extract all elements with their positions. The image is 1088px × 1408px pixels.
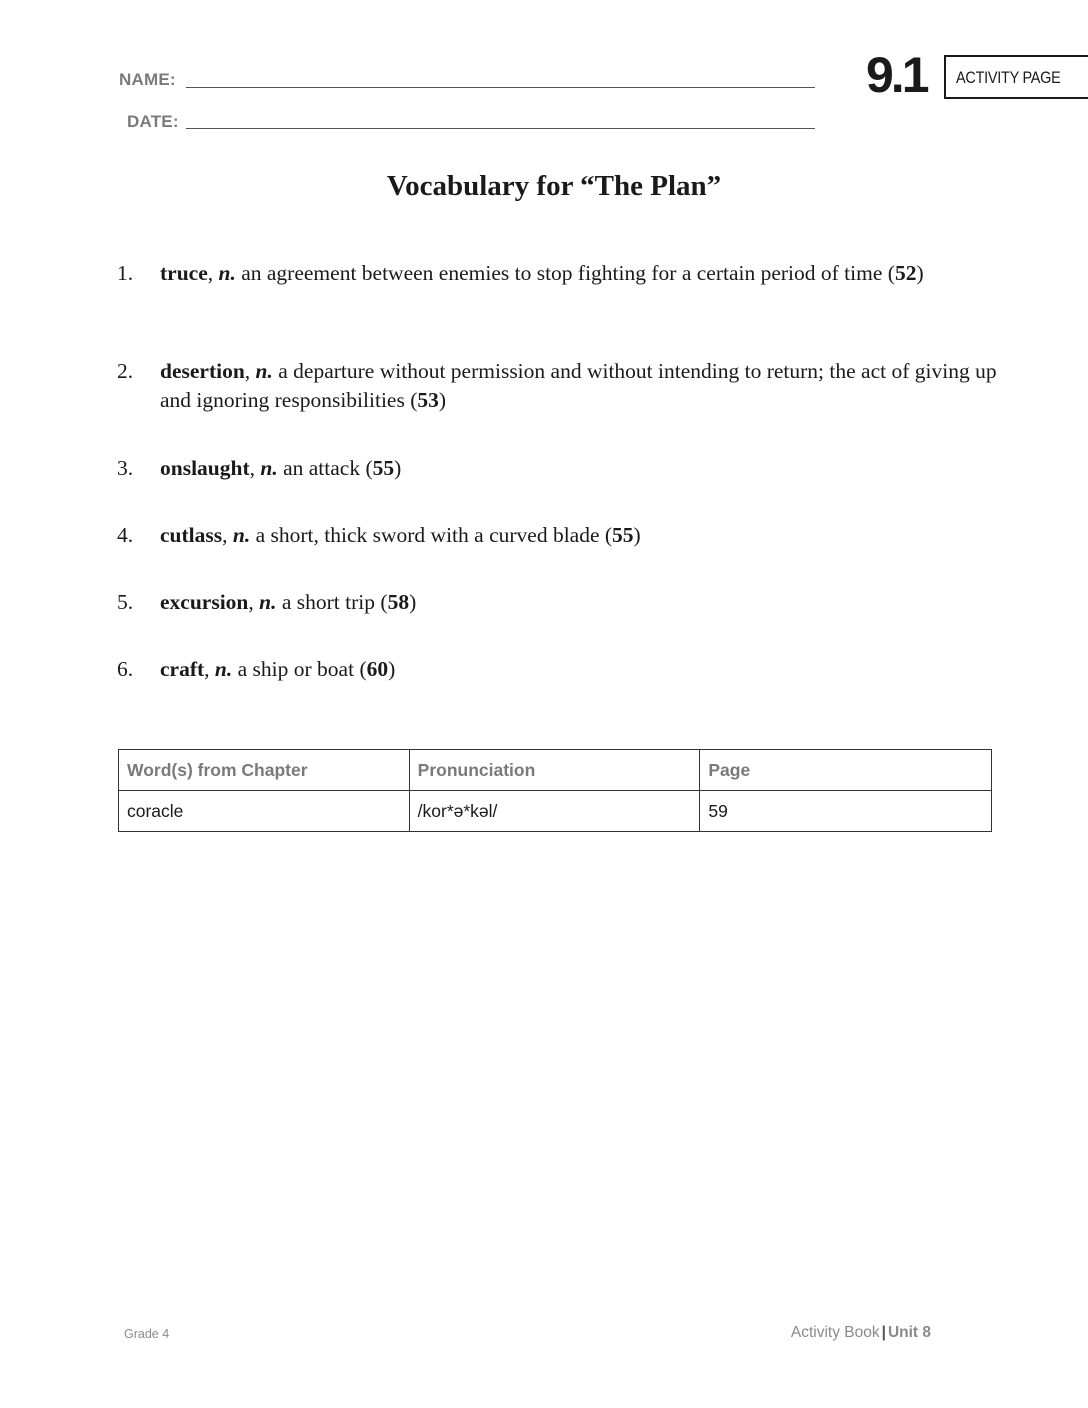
vocab-item: 6. craft, n. a ship or boat (60) [117, 655, 997, 684]
vocab-page: 53 [417, 388, 439, 412]
cell-word: coracle [119, 791, 410, 832]
vocab-number: 1. [117, 261, 134, 285]
name-field-line[interactable] [186, 87, 815, 88]
vocab-word: onslaught [160, 456, 250, 480]
cell-pronunciation: /kor*ə*kəl/ [409, 791, 700, 832]
column-header-page: Page [700, 750, 992, 791]
vocab-page: 55 [372, 456, 395, 480]
vocab-item: 4. cutlass, n. a short, thick sword with a curved blade (55) [117, 521, 997, 550]
vocab-word: desertion [160, 359, 245, 383]
vocab-definition: a departure without permission and without intending to return; the act of giving up and ignoring responsibilities [160, 359, 997, 412]
vocab-page: 60 [366, 657, 389, 681]
table-row [119, 791, 992, 832]
footer-unit: Unit 8 [887, 1324, 931, 1341]
vocab-word: craft [160, 657, 205, 681]
vocab-item: 3. onslaught, n. an attack (55) [117, 454, 997, 483]
vocab-number: 5. [117, 590, 134, 614]
page-title: Vocabulary for “The Plan” [386, 170, 722, 202]
vocab-part-of-speech: n. [214, 657, 233, 681]
vocab-definition: a short, thick sword with a curved blade [255, 523, 600, 547]
vocab-part-of-speech: n. [260, 456, 278, 480]
pronunciation-table [118, 749, 992, 832]
footer-separator: | [881, 1324, 886, 1341]
vocab-part-of-speech: n. [232, 523, 251, 547]
vocab-word: truce [160, 261, 208, 285]
vocab-page: 52 [894, 261, 917, 285]
vocab-item: 5. excursion, n. a short trip (58) [117, 588, 997, 617]
vocab-definition: a ship or boat [237, 657, 355, 681]
vocab-part-of-speech: n. [255, 359, 273, 383]
vocab-page: 55 [612, 523, 634, 547]
cell-page: 59 [700, 791, 992, 832]
activity-number: 9.1 [866, 47, 927, 103]
activity-page-label: ACTIVITY PAGE [956, 68, 1061, 87]
date-label: DATE: [127, 112, 179, 131]
vocab-page: 58 [387, 590, 410, 614]
footer-book-info [791, 1324, 931, 1342]
column-header-word: Word(s) from Chapter [119, 750, 410, 791]
vocab-item: 2. desertion, n. a departure without permission and without intending to return; the act of giving up and ignoring responsibilities (53) [117, 359, 997, 412]
footer-book-title: Activity Book [790, 1324, 880, 1341]
vocab-number: 6. [117, 657, 134, 681]
vocab-definition: a short trip [281, 590, 376, 614]
activity-page-box [944, 55, 1088, 99]
date-field-line[interactable] [186, 128, 815, 129]
vocab-word: excursion [160, 590, 249, 614]
footer-grade: Grade 4 [124, 1327, 170, 1341]
table-header-row [119, 750, 992, 791]
vocab-number: 3. [117, 456, 134, 480]
vocab-definition: an attack [283, 456, 361, 480]
vocab-part-of-speech: n. [218, 261, 236, 285]
vocab-word: cutlass [160, 523, 223, 547]
vocab-number: 4. [117, 523, 134, 547]
vocab-part-of-speech: n. [259, 590, 277, 614]
vocab-definition: an agreement between enemies to stop fighting for a certain period of time [241, 261, 883, 285]
name-label: NAME: [119, 70, 176, 89]
vocab-number: 2. [117, 359, 134, 383]
vocab-item: 1. truce, n. an agreement between enemies to stop fighting for a certain period of time (52) [117, 259, 997, 288]
column-header-pronunciation: Pronunciation [409, 750, 700, 791]
